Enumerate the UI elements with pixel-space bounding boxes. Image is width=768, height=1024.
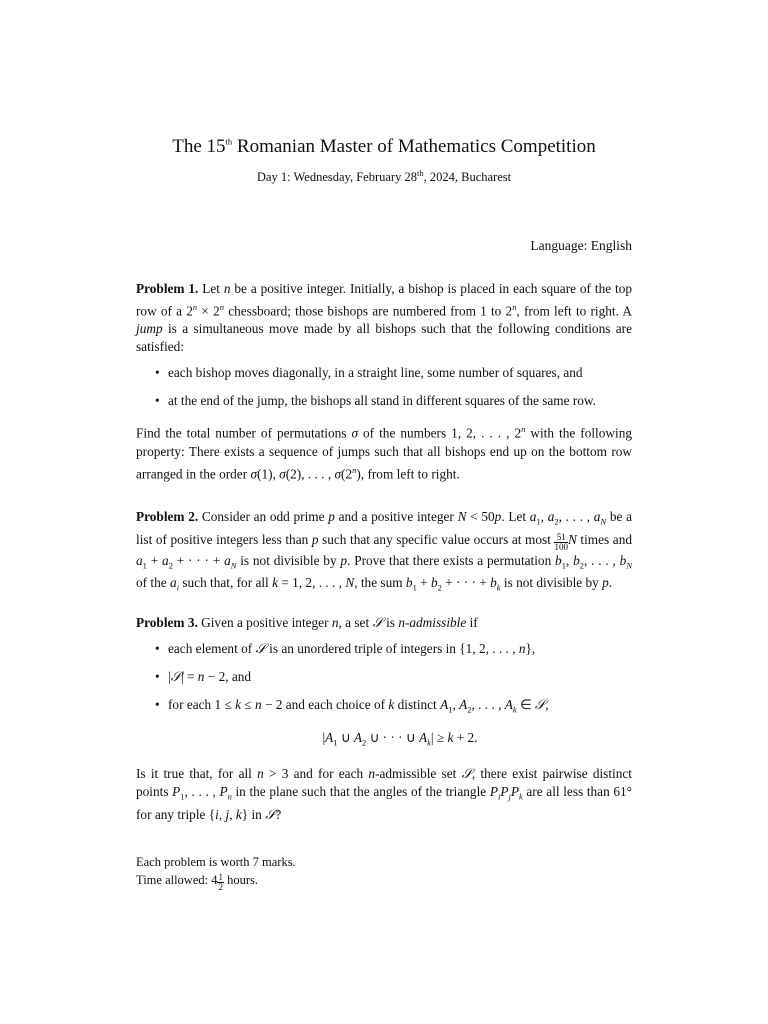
list-item: • each bishop moves diagonally, in a straight line, some number of squares, and — [168, 364, 632, 382]
list-item: • at the end of the jump, the bishops all stand in different squares of the same row. — [168, 392, 632, 410]
document-title: The 15th Romanian Master of Mathematics Competition — [172, 136, 596, 157]
problem-3-label: Problem 3. — [136, 615, 198, 630]
problem-2-label: Problem 2. — [136, 509, 199, 524]
exam-footer — [136, 853, 296, 892]
list-item: • for each 1 ≤ k ≤ n − 2 and each choice of k distinct $A_1$, $A_2$, . . . , $A_k$ ∈ 𝒮, $|A_1$ ∪ $A_2$ ∪ · · · ∪ $A_k| \ge k + 2$. — [168, 696, 632, 751]
display-equation: $|A_1$ ∪ $A_2$ ∪ · · · ∪ $A_k| \ge k + 2$. — [322, 729, 478, 748]
document-subtitle: Day 1: Wednesday, February 28th, 2024, Bucharest — [256, 168, 512, 185]
problem-3-conditions — [136, 640, 632, 751]
marks-note: Each problem is worth 7 marks. — [136, 855, 296, 869]
problem-3: Problem 3. Given a positive integer n, a set 𝒮 is n-admissible if • each element of 𝒮 is an unordered triple of integers in {1, 2, . . . , n}, • |𝒮| = n − 2, and • for each 1 ≤ k ≤ n − 2 and each choice of k distinct $A_1$, $A_2$, . . . , $A_k$ ∈ 𝒮, $|A_1$ ∪ $A_2$ ∪ · · · ∪ $A_k| \ge k + 2$. Is it true that, for all n > 3 and for each n-admissible set 𝒮, there exist pairwise distinct points $P_1$, . . . , $P_n$ in the plane such that the angles of the triangle $P_iP_jP_k$ are all less than 61° for any triple {i, j, k} in 𝒮? — [136, 614, 632, 824]
language-label: Language: English — [530, 238, 632, 253]
list-item: • |𝒮| = n − 2, and — [168, 668, 632, 686]
problem-1: Problem 1. Let n be a positive integer. Initially, a bishop is placed in each square of the top row of a $2^n \times 2^n$ chessboard; those bishops are numbered from 1 to 2$^n$, from left to right. A jump is a simultaneous move made by all bishops such that the following conditions are satisfied: • each bishop moves diagonally, in a straight line, some number of squares, and • at the end of the jump, the bishops all stand in different squares of the same row. Find the total number of permutations σ of the numbers 1, 2, . . . , 2$^n$ with the following property: There exists a sequence of jumps such that all bishops end up on the bottom row arranged in the order σ(1), σ(2), . . . , σ(2$^n$), from left to right. — [136, 280, 632, 483]
problem-1-label: Problem 1. — [136, 281, 199, 296]
time-note: Time allowed: 4 $\frac{1}{2}$ hours. — [136, 872, 259, 892]
list-item: • each element of 𝒮 is an unordered triple of integers in {1, 2, . . . , n}, — [168, 640, 632, 658]
problem-2: Problem 2. Consider an odd prime p and a positive integer N < 50p. Let $a_1$, $a_2$, . . . , $a_N$ be a list of positive integers less than p such that any specific value occurs at most $\frac{51}{100}$ N times and $a_1 + a_2$ + · · · + $a_N$ is not divisible by p. Prove that there exists a permutation $b_1$, $b_2$, . . . , $b_N$ of the $a_i$ such that, for all k = 1, 2, . . . , N, the sum $b_1 + b_2$ + · · · + $b_k$ is not divisible by p. — [136, 509, 632, 593]
problem-1-conditions — [136, 364, 632, 410]
